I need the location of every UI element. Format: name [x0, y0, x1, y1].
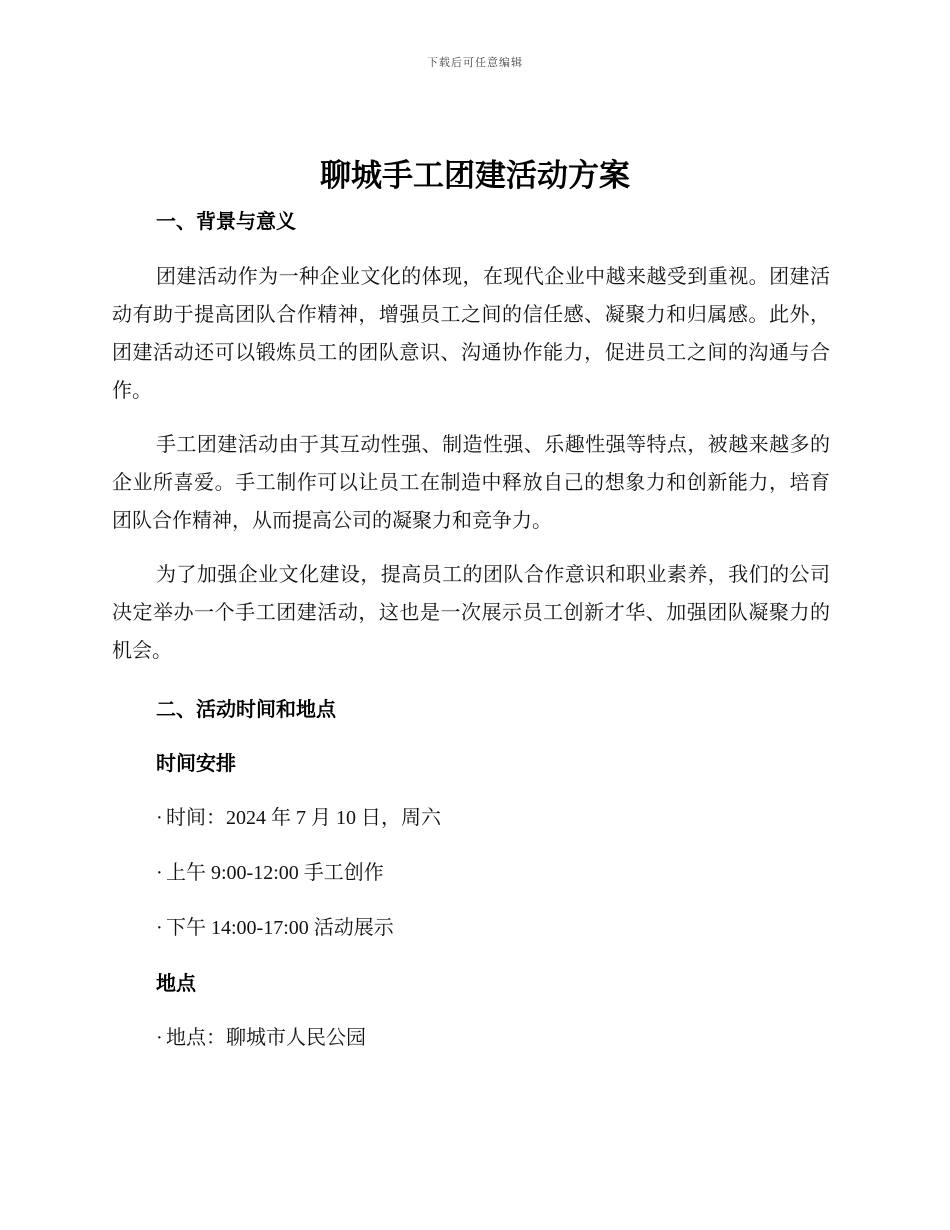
document-body: [112, 204, 830, 1055]
list-item: [112, 1021, 830, 1055]
bullet-icon: ·: [156, 862, 163, 884]
bullet-icon: ·: [156, 807, 163, 829]
paragraph-background-3: 为了加强企业文化建设，提高员工的团队合作意识和职业素养，我们的公司决定举办一个手工团建活动，这也是一次展示员工创新才华、加强团队凝聚力的机会。: [112, 564, 830, 662]
bullet-icon: ·: [156, 1027, 163, 1049]
list-item: [112, 801, 830, 835]
paragraph-background-1: 团建活动作为一种企业文化的体现，在现代企业中越来越受到重视。团建活动有助于提高团队合作精神，增强员工之间的信任感、凝聚力和归属感。此外，团建活动还可以锻炼员工的团队意识、沟通协作能力，促进员工之间的沟通与合作。: [112, 266, 830, 402]
section-heading-background: 一、背景与意义: [156, 209, 296, 233]
list-item-text: 上午 9:00-12:00 手工创作: [166, 862, 384, 884]
subheading-time: 时间安排: [156, 751, 236, 775]
header-note: 下载后可任意编辑: [427, 57, 523, 69]
list-item: [112, 911, 830, 945]
list-item: [112, 856, 830, 890]
list-item-text: 地点：聊城市人民公园: [166, 1027, 366, 1049]
paragraph-background-2: 手工团建活动由于其互动性强、制造性强、乐趣性强等特点，被越来越多的企业所喜爱。手工制作可以让员工在制造中释放自己的想象力和创新能力，培育团队合作精神，从而提高公司的凝聚力和竞争力。: [112, 434, 830, 532]
document-title: 聊城手工团建活动方案: [320, 158, 630, 194]
list-item-text: 下午 14:00-17:00 活动展示: [166, 917, 394, 939]
list-item-text: 时间：2024 年 7 月 10 日，周六: [166, 807, 441, 829]
subheading-place: 地点: [156, 971, 196, 995]
bullet-icon: ·: [156, 917, 163, 939]
section-heading-time-place: 二、活动时间和地点: [156, 697, 336, 721]
